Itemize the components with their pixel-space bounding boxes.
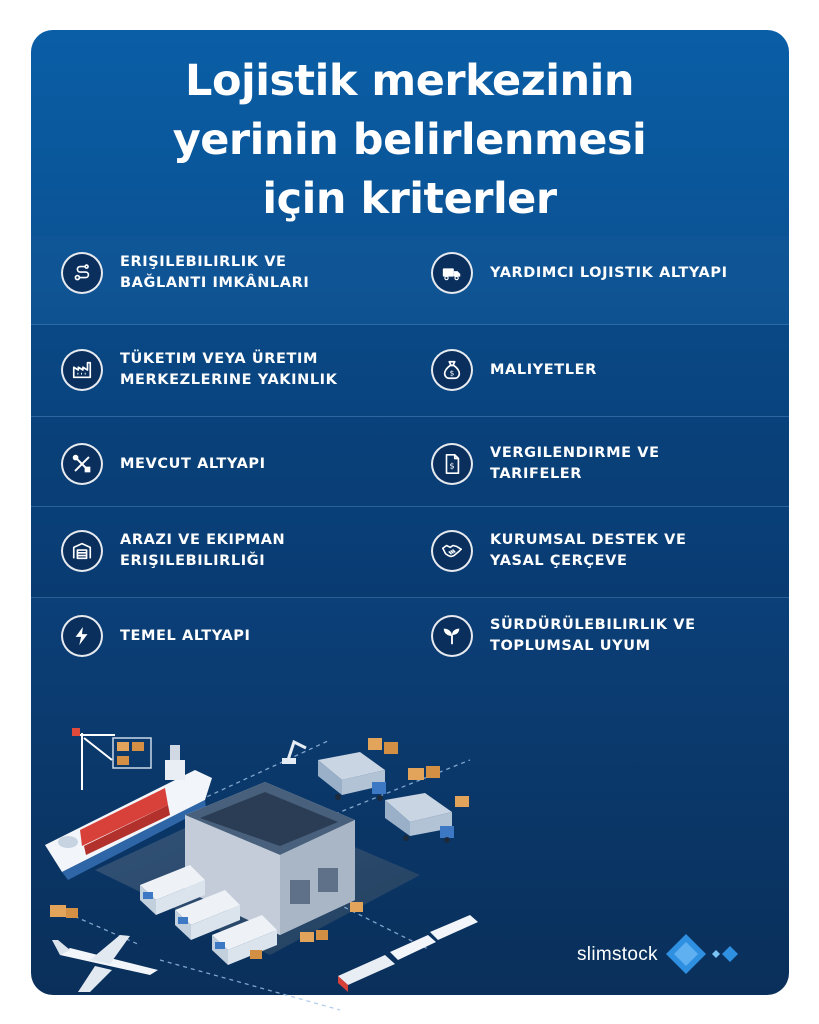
crane-illustration [72, 728, 115, 790]
brand-name: slimstock [577, 944, 658, 965]
truck-illustration [318, 752, 386, 801]
criterion-label: KURUMSAL DESTEK VE YASAL ÇERÇEVE [490, 532, 687, 569]
criterion-label: TEMEL ALTYAPI [120, 627, 251, 644]
criterion-label: TÜKETIM VEYA ÜRETIM MERKEZLERINE YAKINLIK [120, 351, 338, 388]
train-illustration [338, 915, 478, 992]
shelf-illustration [113, 738, 151, 768]
svg-text:$: $ [449, 460, 455, 471]
title-line: Lojistik merkezinin [185, 56, 634, 106]
criterion-label: SÜRDÜRÜLEBILIRLIK VE TOPLUMSAL UYUM [490, 617, 696, 654]
slimstock-logo-icon [664, 930, 752, 980]
criterion-label: YARDIMCI LOJISTIK ALTYAPI [490, 264, 728, 281]
truck-illustration [385, 793, 454, 843]
criterion-label: VERGILENDIRME VE TARIFELER [490, 445, 660, 482]
criterion-label: MALIYETLER [490, 361, 597, 378]
svg-text:$: $ [449, 368, 455, 378]
criterion-label: ARAZI VE EKIPMAN ERIŞILEBILIRLIĞI [120, 532, 286, 569]
airplane-illustration [52, 935, 158, 992]
brand-logo [577, 930, 752, 980]
criterion-label: MEVCUT ALTYAPI [120, 455, 266, 472]
criterion-label: ERIŞILEBILIRLIK VE BAĞLANTI IMKÂNLARI [120, 254, 310, 291]
title-line: için kriterler [262, 174, 557, 224]
title-line: yerinin belirlenmesi [172, 115, 647, 165]
